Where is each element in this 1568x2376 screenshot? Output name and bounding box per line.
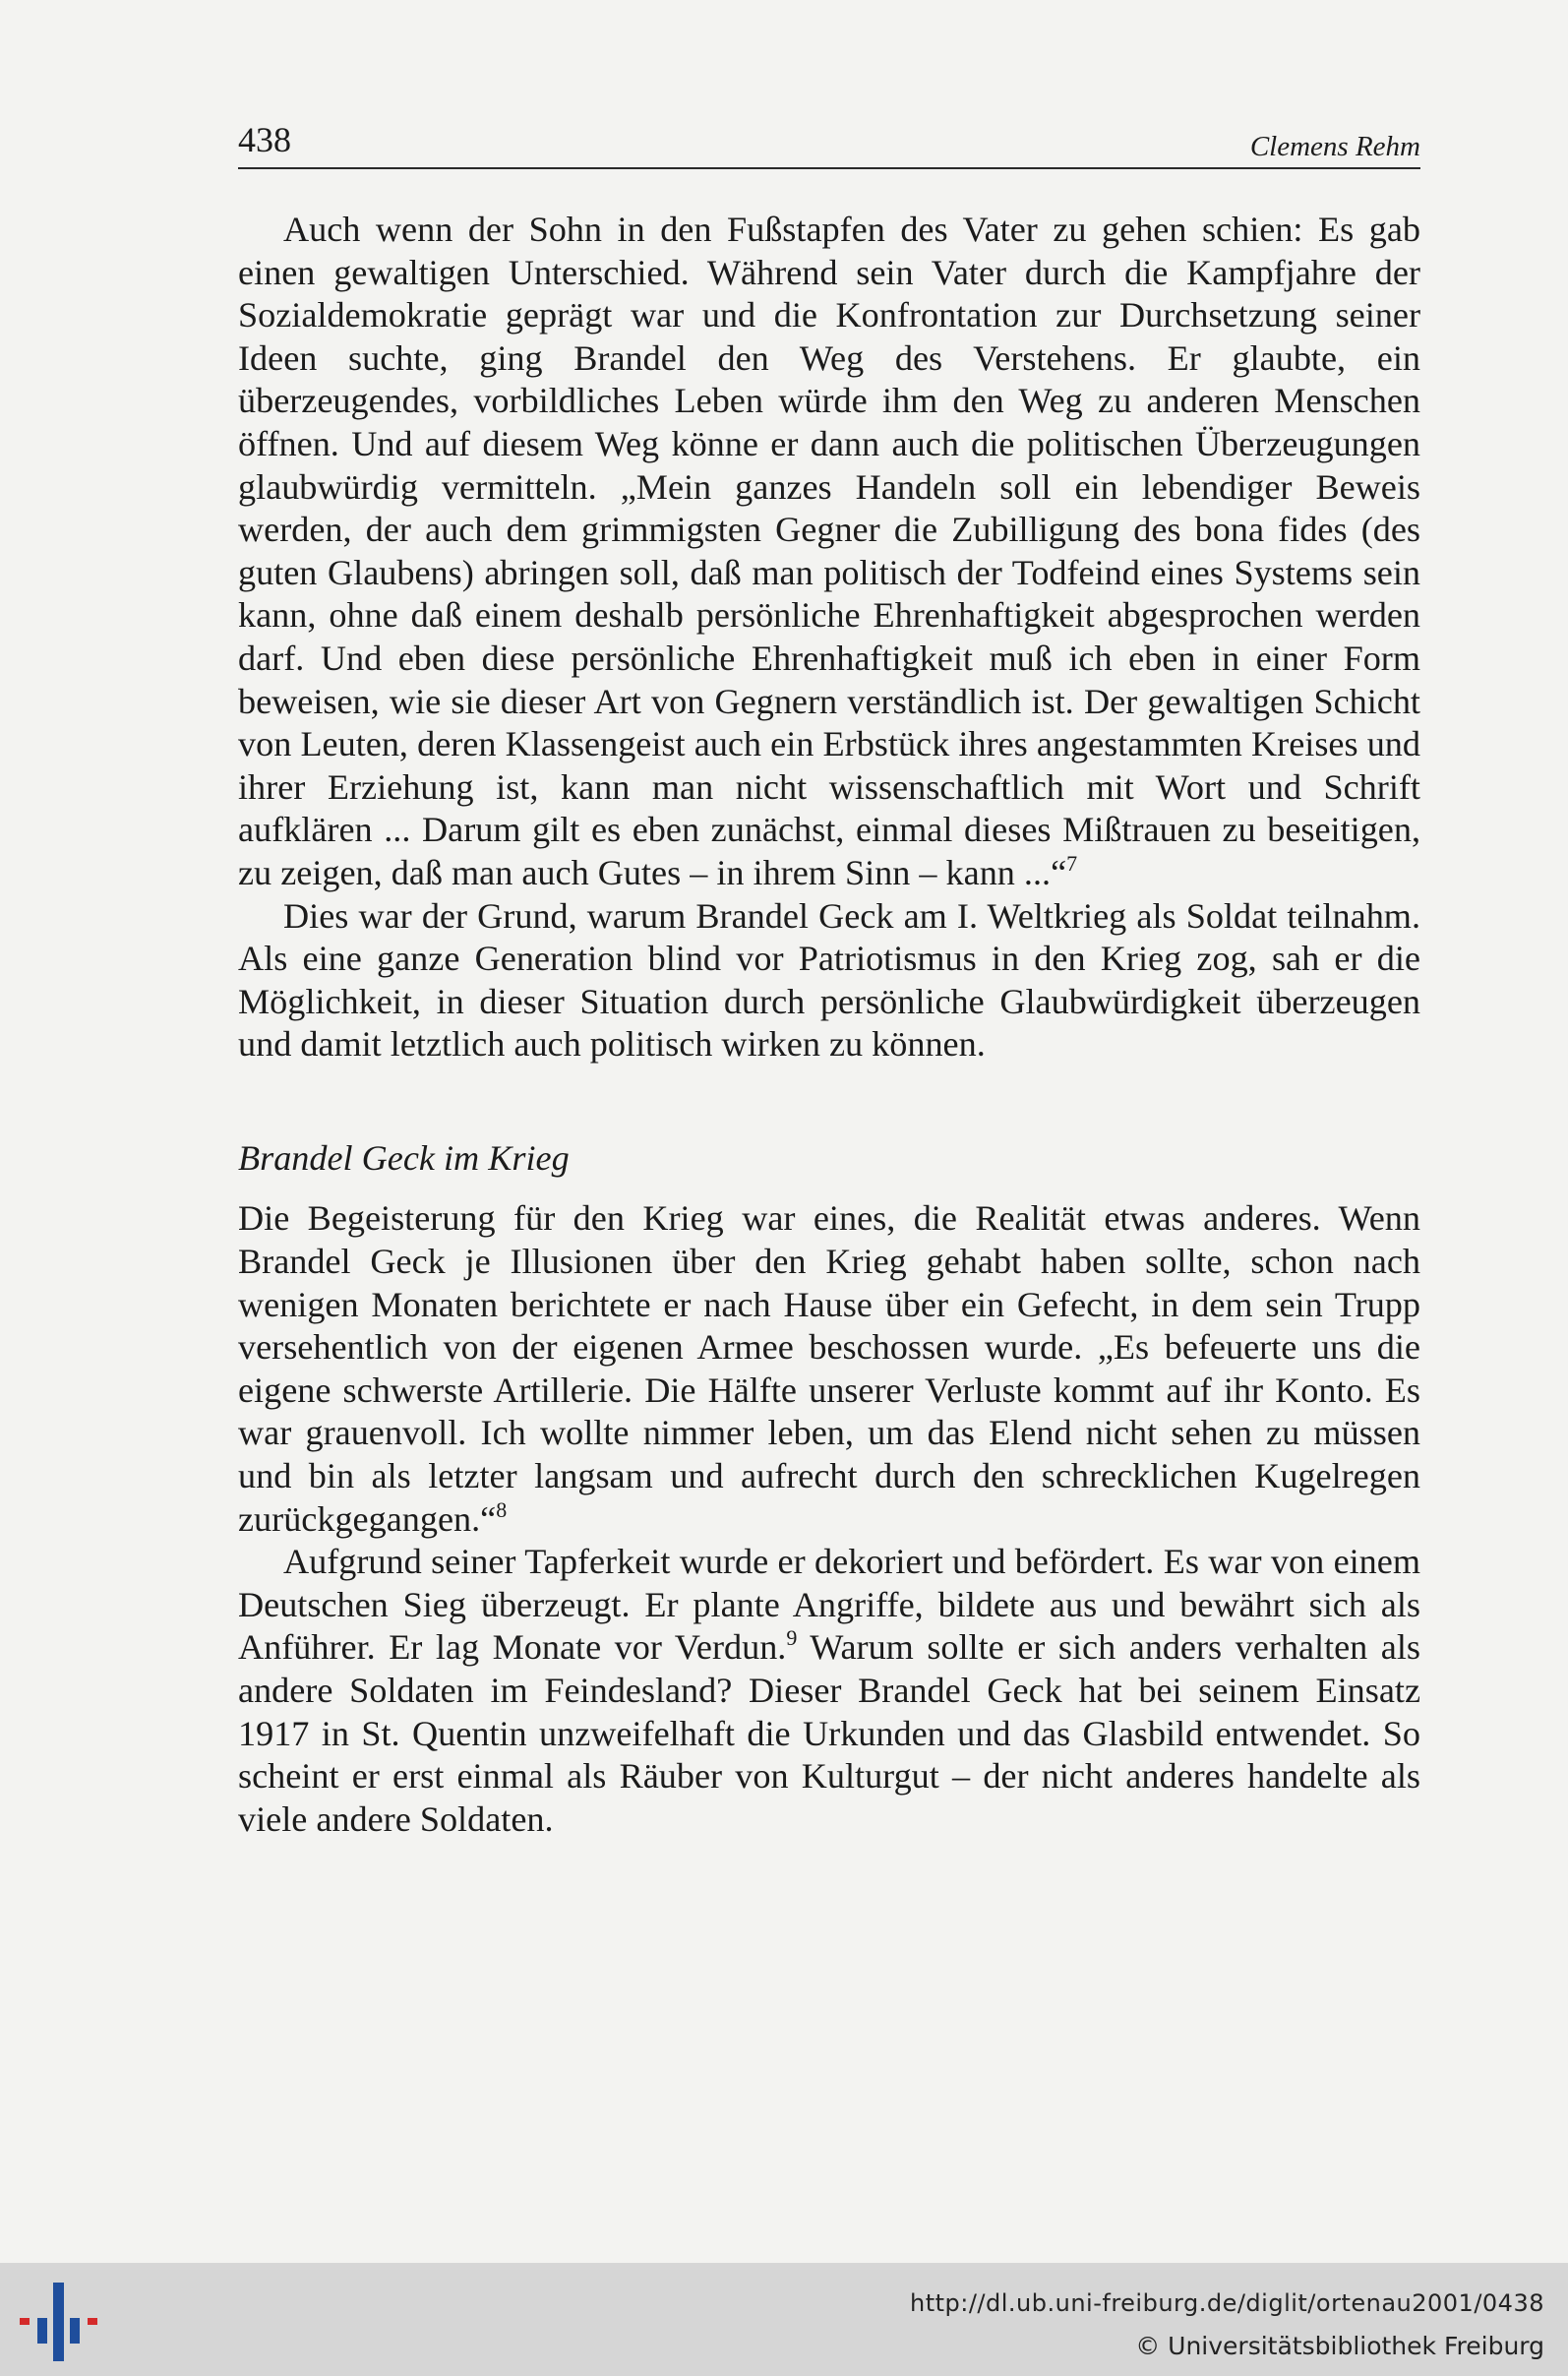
- page-number: 438: [238, 120, 291, 159]
- ub-freiburg-logo-icon: [18, 2283, 100, 2361]
- footer-bar: [0, 2263, 1568, 2376]
- footnote-ref: 7: [1066, 850, 1078, 876]
- footnote-ref: 8: [496, 1496, 508, 1522]
- article-body: [238, 209, 1420, 1841]
- paragraph-text: Dies war der Grund, warum Brandel Geck am I. Weltkrieg als Soldat teilnahm. Als eine ganze Generation blind vor Patriotismus in den Krieg zog, sah er die Möglichkeit, in dieser Situation durch persönliche Glaubwürdigkeit überzeugen und damit letztlich auch politisch wirken zu können.: [238, 895, 1420, 1065]
- page-header: [238, 118, 1420, 169]
- paragraph: [238, 1197, 1420, 1541]
- paragraph: [238, 1541, 1420, 1841]
- copyright-notice: © Universitätsbibliothek Freiburg: [1135, 2332, 1544, 2360]
- paragraph: [238, 209, 1420, 895]
- running-head-author: Clemens Rehm: [1249, 131, 1420, 162]
- paragraph-text: Die Begeisterung für den Krieg war eines, die Realität etwas anderes. Wenn Brandel Geck je Illusionen über den Krieg gehabt haben sollte, schon nach wenigen Monaten berichtete er nach Hause über ein Gefecht, in dem sein Trupp versehentlich von der eigenen Armee beschossen wurde. „Es befeuerte uns die eigene schwerste Artillerie. Die Hälfte unserer Verluste kommt auf ihr Konto. Es war grauenvoll. Ich wollte nimmer leben, um das Elend nicht sehen zu müssen und bin als letzter langsam und aufrecht durch den schrecklichen Kugelregen zurückgegangen.“: [238, 1198, 1420, 1539]
- section-heading: Brandel Geck im Krieg: [238, 1137, 570, 1178]
- permalink-url[interactable]: http://dl.ub.uni-freiburg.de/diglit/ortenau2001/0438: [909, 2289, 1544, 2317]
- paragraph-text: Auch wenn der Sohn in den Fußstapfen des Vater zu gehen schien: Es gab einen gewaltigen Unterschied. Während sein Vater durch die Kampfjahre der Sozialdemokratie geprägt war und die Konfrontation zur Durchsetzung seiner Ideen suchte, ging Brandel den Weg des Verstehens. Er glaubte, ein überzeugendes, vorbildliches Leben würde ihm den Weg zu anderen Menschen öffnen. Und auf diesem Weg könne er dann auch die politischen Überzeugungen glaubwürdig vermitteln. „Mein ganzes Handeln soll ein lebendiger Beweis werden, der auch dem grimmigsten Gegner die Zubilligung des bona fides (des guten Glaubens) abringen soll, daß man politisch der Todfeind eines Systems sein kann, ohne daß einem deshalb persönliche Ehrenhaftigkeit abgesprochen werden darf. Und eben diese persönliche Ehrenhaftigkeit muß ich eben in einer Form beweisen, wie sie dieser Art von Gegnern verständlich ist. Der gewaltigen Schicht von Leuten, deren Klassengeist auch ein Erbstück ihres angestammten Kreises und ihrer Erziehung ist, kann man nicht wissenschaftlich mit Wort und Schrift aufklären ... Darum gilt es eben zunächst, einmal dieses Mißtrauen zu beseitigen, zu zeigen, daß man auch Gutes – in ihrem Sinn – kann ...“: [238, 210, 1420, 892]
- paragraph: [238, 895, 1420, 1066]
- paragraph-text: Aufgrund seiner Tapferkeit wurde er dekoriert und befördert. Es war von einem Deutschen Sieg überzeugt. Er plante Angriffe, bildete aus und bewährt sich als Anführer. Er lag Monate vor Verdun.: [238, 1542, 1420, 1668]
- footnote-ref: 9: [786, 1625, 798, 1651]
- paragraph-text: Warum sollte er sich anders verhalten als andere Soldaten im Feindesland? Dieser Brandel Geck hat bei seinem Einsatz 1917 in St. Quentin unzweifelhaft die Urkunden und das Glasbild entwendet. So scheint er erst einmal als Räuber von Kulturgut – der nicht anderes handelte als viele andere Soldaten.: [238, 1627, 1420, 1839]
